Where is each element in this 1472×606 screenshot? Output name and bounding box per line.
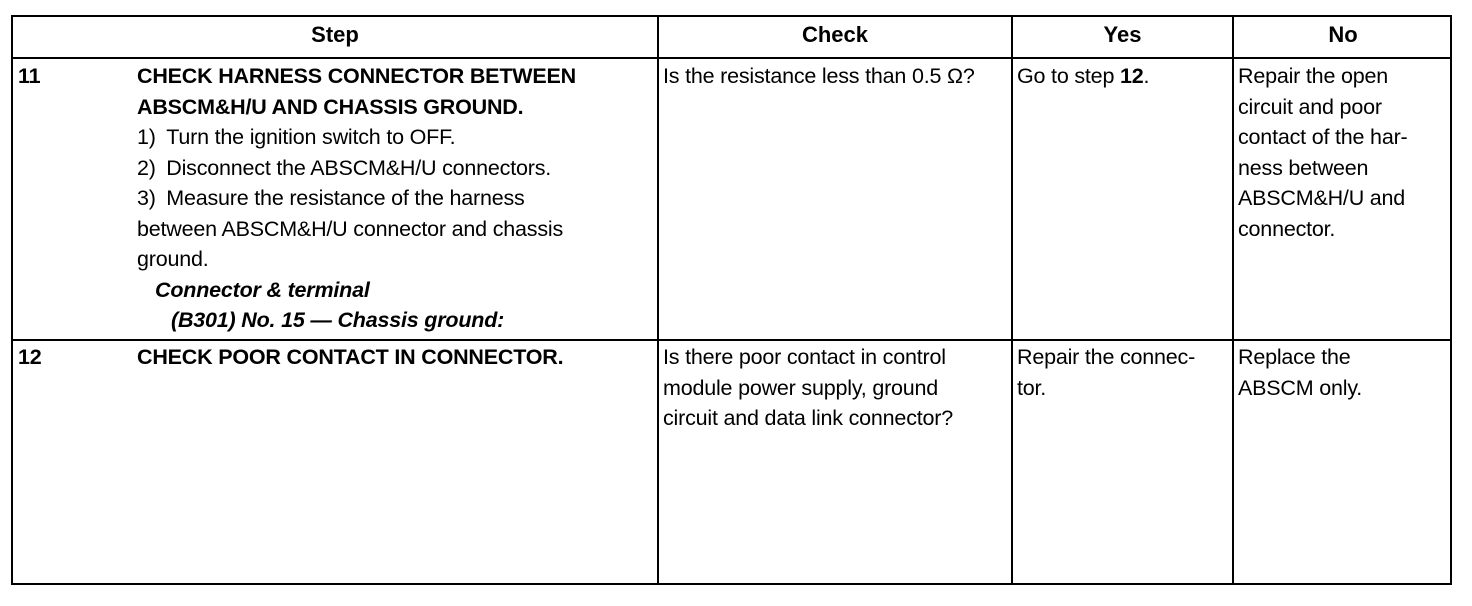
no-action: [1238, 342, 1450, 403]
header-divider: [13, 57, 1450, 59]
step-title: CHECK POOR CONTACT IN CONNECTOR.: [137, 345, 564, 369]
no-action-line: Replace the: [1238, 345, 1351, 369]
instruction-line: between ABSCM&H/U connector and chassis: [137, 216, 564, 241]
yes-action-step-number: 12: [1119, 64, 1144, 88]
spec-label: Connector & terminal: [155, 277, 370, 302]
step-number: 11: [18, 64, 41, 88]
instruction-line: ground.: [137, 247, 209, 271]
row-divider: [13, 339, 1450, 341]
yes-action-line: tor.: [1017, 375, 1047, 400]
yes-action: [1017, 342, 1230, 403]
no-action-line: Repair the open: [1238, 64, 1388, 88]
no-action: [1238, 61, 1450, 244]
no-action-line: contact of the har-: [1238, 125, 1408, 149]
no-action-line: ABSCM only.: [1238, 375, 1363, 400]
header-step: Step: [311, 22, 359, 47]
no-action-line: ness between: [1238, 155, 1369, 180]
step-title: ABSCM&H/U AND CHASSIS GROUND.: [137, 94, 524, 119]
step-title: CHECK HARNESS CONNECTOR BETWEEN: [137, 64, 576, 88]
no-action-line: connector.: [1238, 216, 1336, 241]
diagnostic-table: [11, 15, 1452, 585]
check-question-line: circuit and data link connector?: [663, 406, 953, 430]
instruction-line: 1) Turn the ignition switch to OFF.: [137, 125, 456, 149]
spec-value: (B301) No. 15 — Chassis ground:: [171, 308, 505, 332]
check-question: Is the resistance less than 0.5 Ω?: [663, 64, 975, 88]
header-yes: Yes: [1103, 22, 1142, 47]
header-check: Check: [801, 22, 869, 47]
no-action-line: circuit and poor: [1238, 94, 1382, 119]
instruction-line: 2) Disconnect the ABSCM&H/U connectors.: [137, 155, 552, 180]
step-number: 12: [18, 345, 42, 369]
header-no: No: [1328, 22, 1358, 47]
column-divider-yes-no: [1232, 17, 1234, 583]
no-action-line: ABSCM&H/U and: [1238, 186, 1406, 210]
instruction-line: 3) Measure the resistance of the harness: [137, 186, 525, 210]
yes-action-suffix: .: [1143, 64, 1150, 88]
check-question: [663, 342, 1009, 434]
yes-action-line: Repair the connec-: [1017, 345, 1196, 369]
yes-action-prefix: Go to step: [1017, 64, 1120, 88]
column-divider-check-yes: [1011, 17, 1013, 583]
check-question-line: Is there poor contact in control: [663, 345, 946, 369]
yes-action: [1017, 61, 1230, 92]
column-divider-step-check: [657, 17, 659, 583]
check-question-line: module power supply, ground: [663, 375, 939, 400]
step-description: [137, 61, 655, 336]
step-description: [137, 342, 655, 373]
